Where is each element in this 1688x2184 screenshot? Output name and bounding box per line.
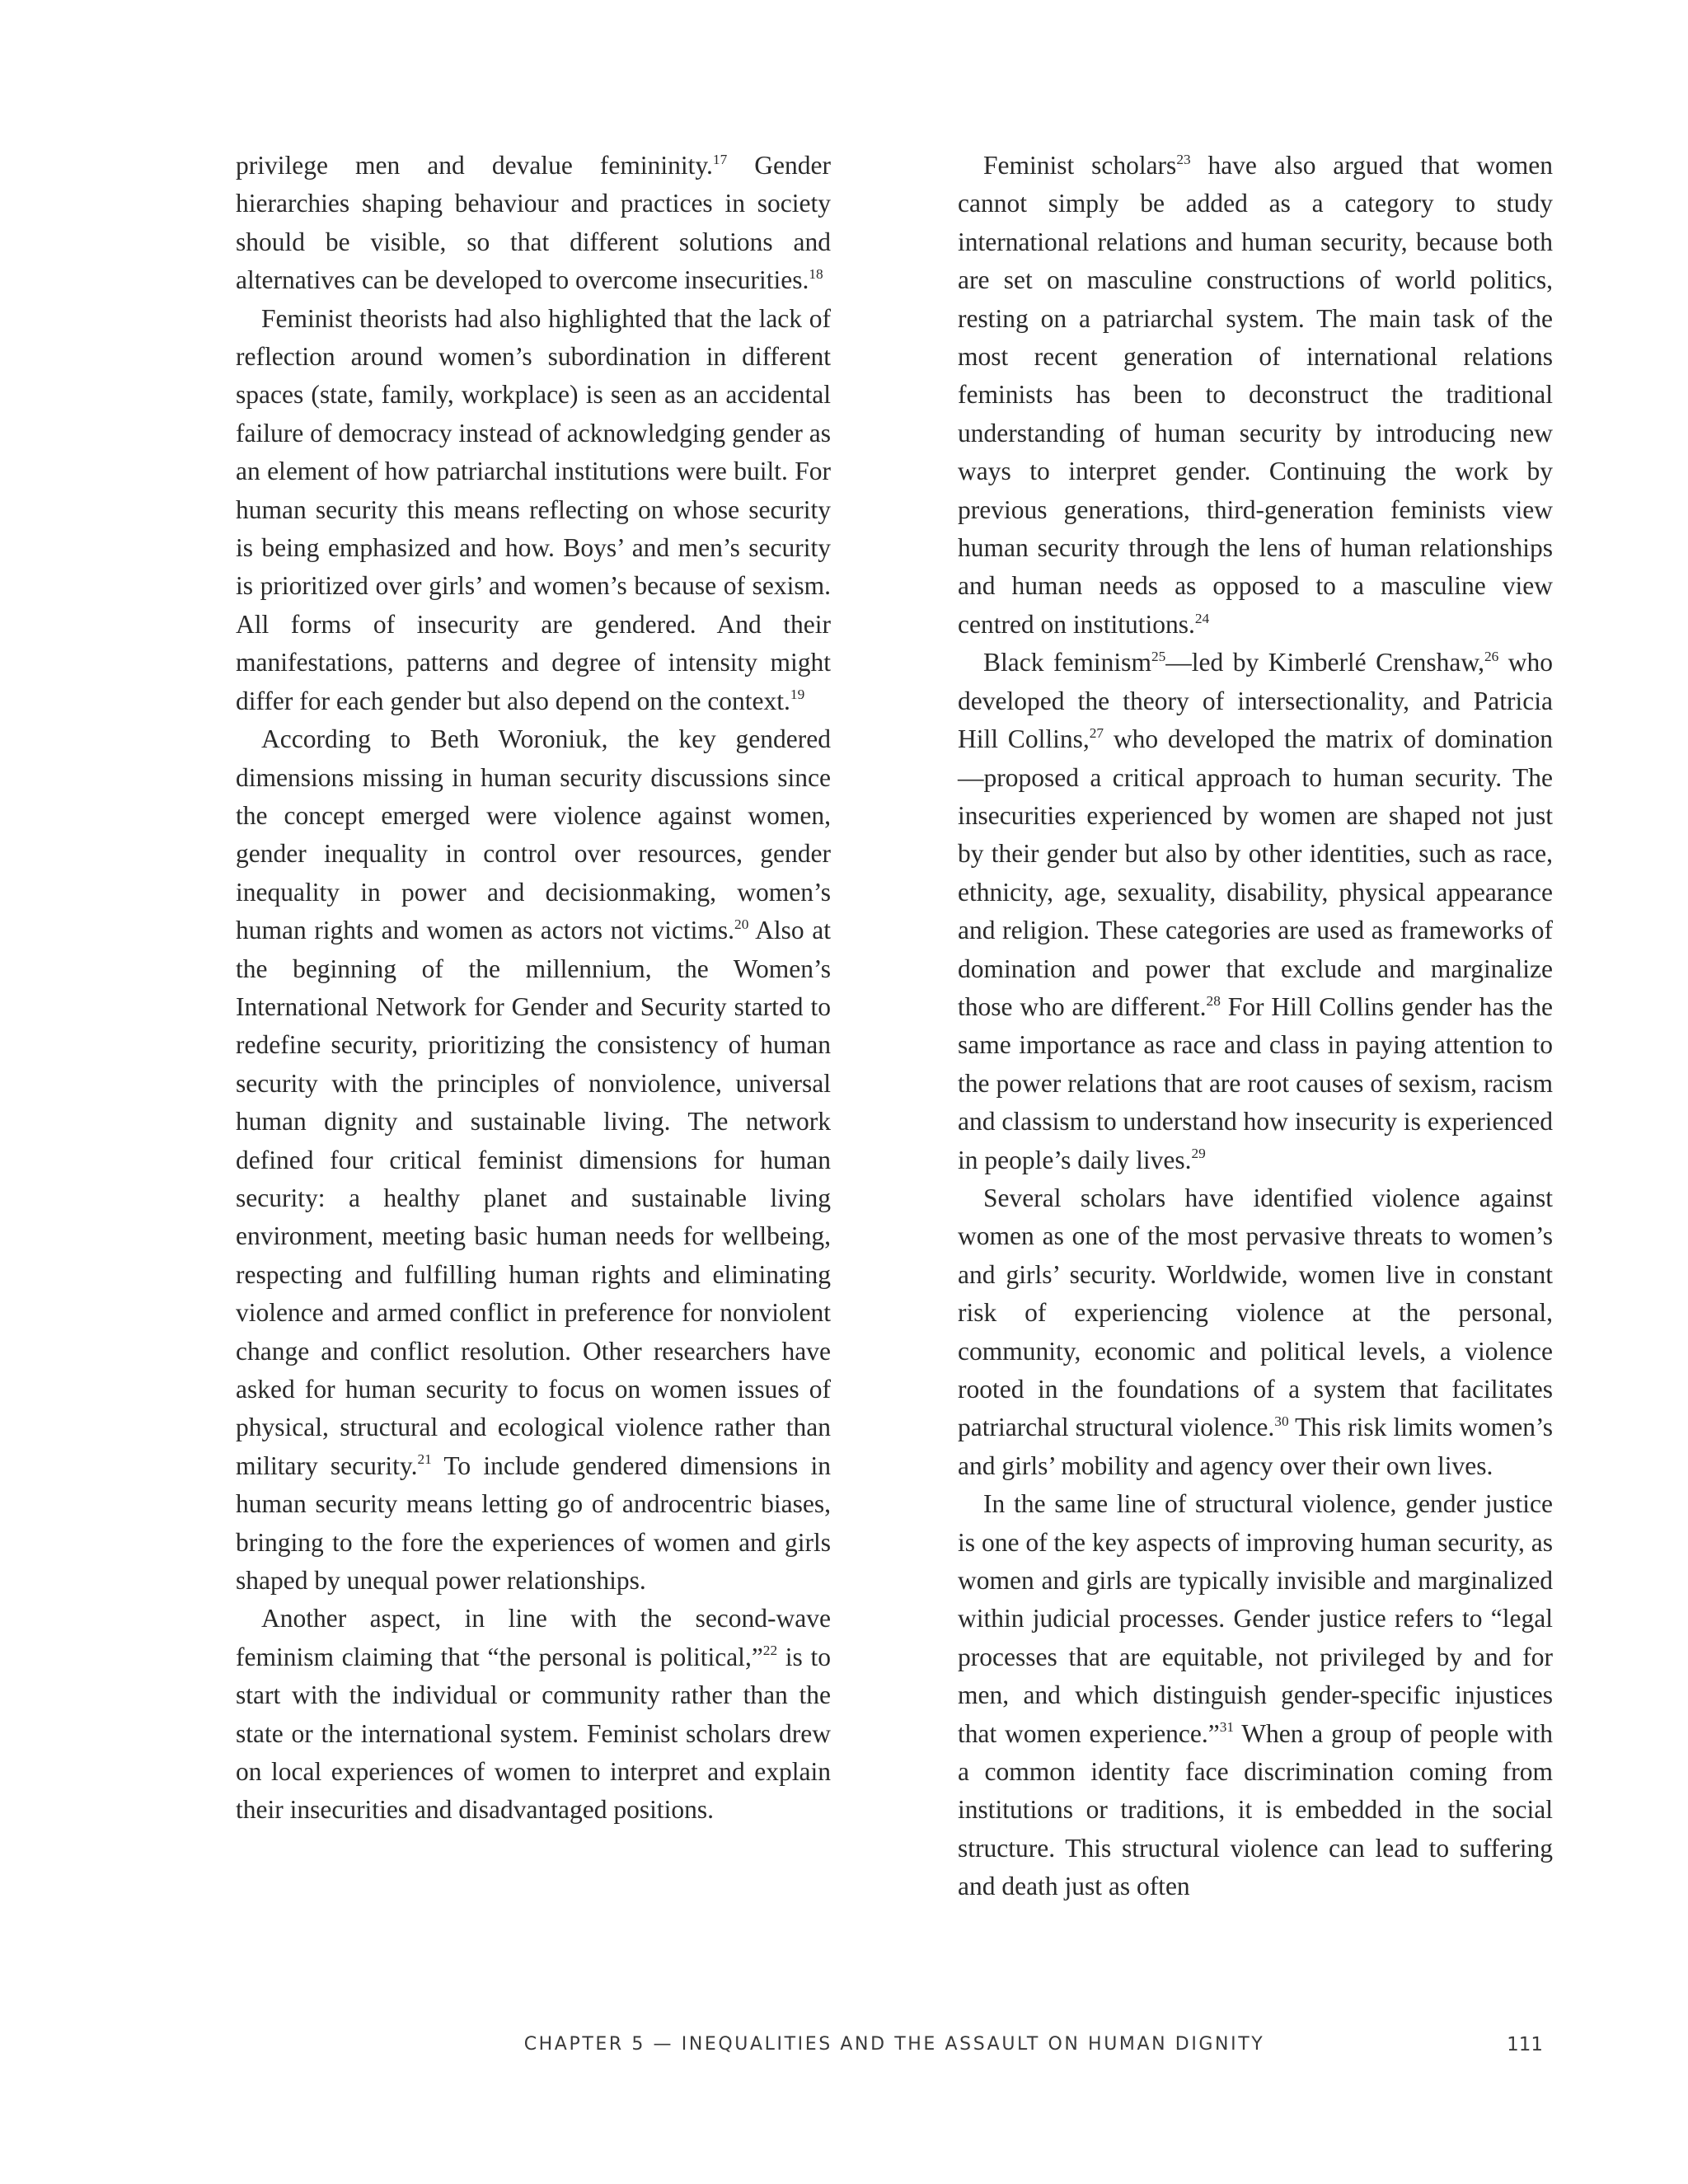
right-column bbox=[958, 147, 1553, 1906]
paragraph: Several scholars have identified violence against women as one of the most pervasive threats to women’s and girls’ security. Worldwide, women live in constant risk of experiencing violence at the personal, community, economic and political levels, a violence rooted in the foundations of a system that facilitates patriarchal structural violence.$^{30}$ This risk limits women’s and girls’ mobility and agency over their own lives. bbox=[958, 1183, 1553, 1480]
paragraph: Feminist theorists had also highlighted that the lack of reflection around women’s subordination in different spaces (state, family, workplace) is seen as an accidental failure of democracy instead of acknowledging gender as an element of how patriarchal institutions were built. For human security this means reflecting on whose security is being emphasized and how. Boys’ and men’s security is prioritized over girls’ and women’s because of sexism. All forms of insecurity are gendered. And their manifestations, patterns and degree of intensity might differ for each gender but also depend on the context.$^{19}$ bbox=[236, 303, 831, 715]
paragraph: privilege men and devalue femininity.$^{17}$ Gender hierarchies shaping behaviour and practices in society should be visible, so that different solutions and alternatives can be developed to overcome insecurities.$^{18}$ bbox=[236, 151, 831, 295]
page-number: 111 bbox=[1507, 2034, 1543, 2055]
paragraph: Another aspect, in line with the second-wave feminism claiming that “the personal is political,”$^{22}$ is to start with the individual or community rather than the state or the international system. Feminist scholars drew on local experiences of women to interpret and explain their insecurities and disadvantaged positions. bbox=[236, 1604, 831, 1825]
footnote-ref[interactable]: 18 bbox=[809, 265, 823, 282]
paragraph: Black feminism$^{25}$—led by Kimberlé Crenshaw,$^{26}$ who developed the theory of intersectionality, and Patricia Hill Collins,$^{27}$ who developed the matrix of domination—proposed a critical approach to human security. The insecurities experienced by women are shaped not just by their gender but also by other identities, such as race, ethnicity, age, sexuality, disability, physical appearance and religion. These categories are used as frameworks of domination and power that exclude and marginalize those who are different.$^{28}$ For Hill Collins gender has the same importance as race and class in paying attention to the power relations that are root causes of sexism, racism and classism to understand how insecurity is experienced in people’s daily lives.$^{29}$ bbox=[958, 648, 1553, 1174]
footnote-ref[interactable]: 20 bbox=[734, 916, 749, 932]
footnote-ref[interactable]: 30 bbox=[1274, 1413, 1289, 1430]
footnote-ref[interactable]: 27 bbox=[1089, 724, 1104, 741]
footnote-ref[interactable]: 26 bbox=[1484, 648, 1499, 664]
footnote-ref[interactable]: 19 bbox=[790, 687, 805, 703]
paragraph: According to Beth Woroniuk, the key gendered dimensions missing in human security discussions since the concept emerged were violence against women, gender inequality in control over resources, gender inequality in power and decisionmaking, women’s human rights and women as actors not victims.$^{20}$ Also at the beginning of the millennium, the Women’s International Network for Gender and Security started to redefine security, prioritizing the consistency of human security with the principles of nonviolence, universal human dignity and sustainable living. The network defined four critical feminist dimensions for human security: a healthy planet and sustainable living environment, meeting basic human needs for wellbeing, respecting and fulfilling human rights and eliminating violence and armed conflict in preference for nonviolent change and conflict resolution. Other researchers have asked for human security to focus on women issues of physical, structural and ecological violence rather than military security.$^{21}$ To include gendered dimensions in human security means letting go of androcentric biases, bringing to the fore the experiences of women and girls shaped by unequal power relationships. bbox=[236, 724, 831, 1596]
footnote-ref[interactable]: 28 bbox=[1206, 992, 1221, 1009]
footnote-ref[interactable]: 21 bbox=[417, 1451, 432, 1468]
paragraph: Feminist scholars$^{23}$ have also argued that women cannot simply be added as a category to study international relations and human security, because both are set on masculine constructions of world politics, resting on a patriarchal system. The main task of the most recent generation of international relations feminists has been to deconstruct the traditional understanding of human security by introducing new ways to interpret gender. Continuing the work by previous generations, third-generation feminists view human security through the lens of human relationships and human needs as opposed to a masculine view centred on institutions.$^{24}$ bbox=[958, 151, 1553, 639]
footnote-ref[interactable]: 17 bbox=[712, 151, 728, 167]
footnote-ref[interactable]: 31 bbox=[1219, 1719, 1235, 1736]
footnote-ref[interactable]: 25 bbox=[1151, 648, 1166, 664]
footnote-ref[interactable]: 23 bbox=[1176, 151, 1191, 167]
footnote-ref[interactable]: 29 bbox=[1191, 1146, 1206, 1162]
page-footer bbox=[236, 2034, 1553, 2067]
paragraph: In the same line of structural violence, gender justice is one of the key aspects of improving human security, as women and girls are typically invisible and marginalized within judicial processes. Gender justice refers to “legal processes that are equitable, not privileged by and for men, and which distinguish gender-specific injustices that women experience.”$^{31}$ When a group of people with a common identity face discrimination coming from institutions or traditions, it is embedded in the social structure. This structural violence can lead to suffering and death just as often bbox=[958, 1489, 1553, 1901]
running-head: CHAPTER 5 — INEQUALITIES AND THE ASSAULT ON HUMAN DIGNITY bbox=[523, 2034, 1265, 2055]
left-column bbox=[236, 147, 831, 1830]
footnote-ref[interactable]: 24 bbox=[1194, 610, 1210, 626]
footnote-ref[interactable]: 22 bbox=[762, 1643, 778, 1659]
